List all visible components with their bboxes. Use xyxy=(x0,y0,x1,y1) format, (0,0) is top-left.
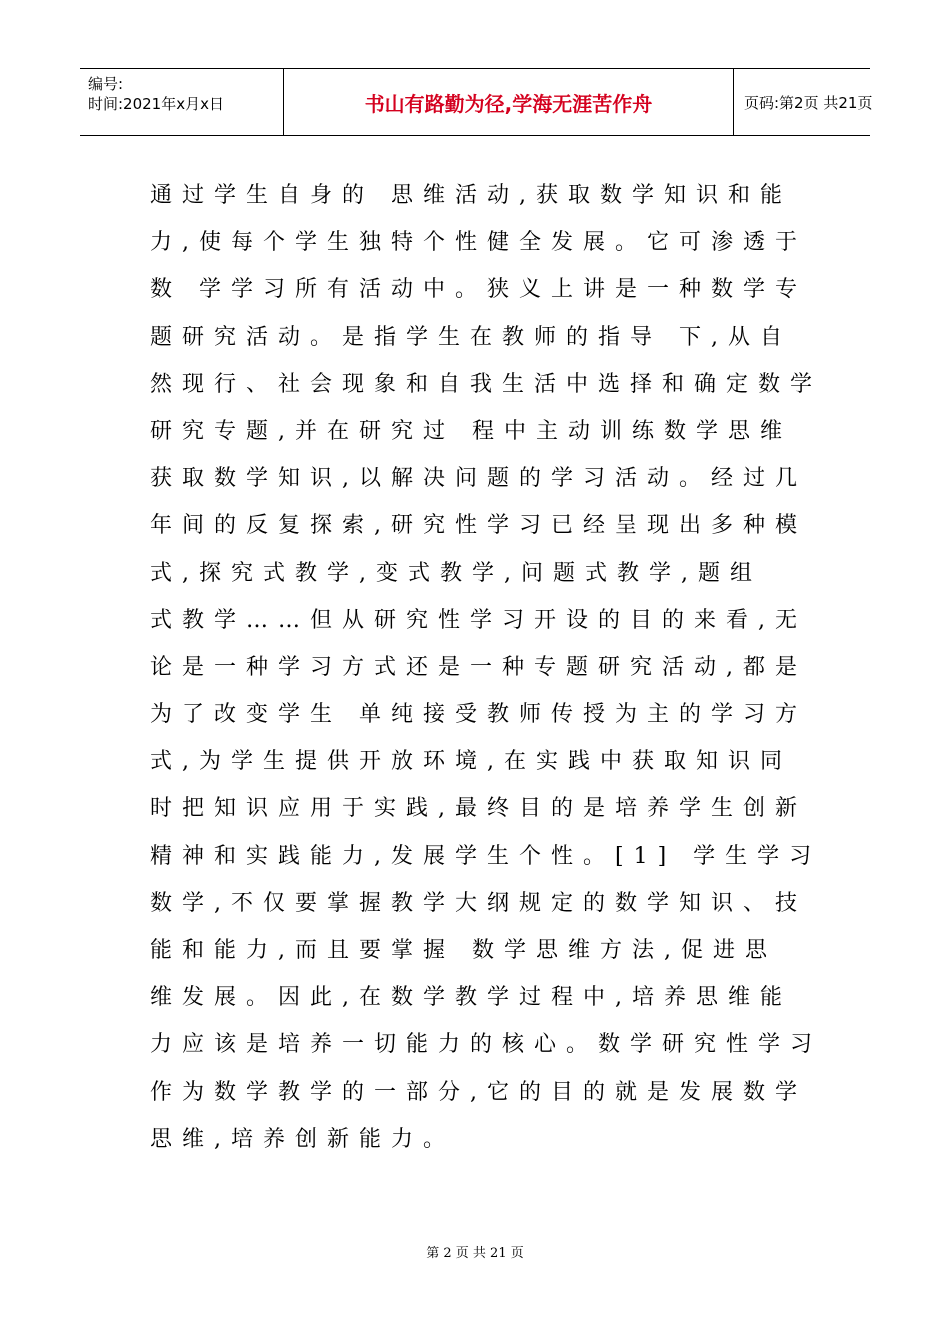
body-line: 维发展。因此,在数学教学过程中,培养思维能 xyxy=(150,985,792,1011)
body-line: 论是一种学习方式还是一种专题研究活动,都是 xyxy=(150,654,807,680)
body-line: 年间的反复探索,研究性学习已经呈现出多种模 xyxy=(150,513,807,539)
page-footer: 第 2 页 共 21 页 xyxy=(426,1246,524,1261)
page-header xyxy=(80,68,873,136)
header-motto-cell xyxy=(284,69,734,135)
body-line: 数学,不仅要掌握教学大纲规定的数学知识、技 xyxy=(150,890,807,916)
body-line: 时把知识应用于实践,最终目的是培养学生创新 xyxy=(150,796,807,822)
body-line: 力应该是培养一切能力的核心。数学研究性学习 xyxy=(150,1032,823,1058)
header-page-cell xyxy=(734,69,873,135)
document-date-label: 时间:2021年x月x日 xyxy=(88,95,224,113)
body-line: 思维,培养创新能力。 xyxy=(150,1126,455,1152)
body-line: 通过学生自身的 思维活动,获取数学知识和能 xyxy=(150,183,792,208)
document-body xyxy=(150,172,823,1163)
header-motto: 书山有路勤为径,学海无涯苦作舟 xyxy=(364,92,653,116)
body-line: 题研究活动。是指学生在教师的指导 下,从自 xyxy=(150,324,792,350)
body-line: 作为数学教学的一部分,它的目的就是发展数学 xyxy=(150,1079,807,1105)
header-meta-cell xyxy=(80,69,284,135)
body-line: 然现行、社会现象和自我生活中选择和确定数学 xyxy=(150,371,823,397)
body-line: 力,使每个学生独特个性健全发展。它可渗透于 xyxy=(150,230,807,256)
body-line: 能和能力,而且要掌握 数学思维方法,促进思 xyxy=(150,938,777,963)
body-line: 式,探究式教学,变式教学,问题式教学,题组 xyxy=(150,560,762,586)
body-line: 精神和实践能力,发展学生个性。[1] 学生学习 xyxy=(150,843,822,869)
body-line: 获取数学知识,以解决问题的学习活动。经过几 xyxy=(150,466,807,492)
document-code-label: 编号: xyxy=(88,75,124,93)
body-line: 式,为学生提供开放环境,在实践中获取知识同 xyxy=(150,749,792,775)
body-line: 为了改变学生 单纯接受教师传授为主的学习方 xyxy=(150,702,807,728)
body-line: 数 学学习所有活动中。狭义上讲是一种数学专 xyxy=(150,277,807,303)
body-line: 研究专题,并在研究过 程中主动训练数学思维 xyxy=(150,418,792,444)
header-page-info: 页码:第2页 共21页 xyxy=(744,94,873,112)
body-line: 式教学……但从研究性学习开设的目的来看,无 xyxy=(150,607,807,633)
